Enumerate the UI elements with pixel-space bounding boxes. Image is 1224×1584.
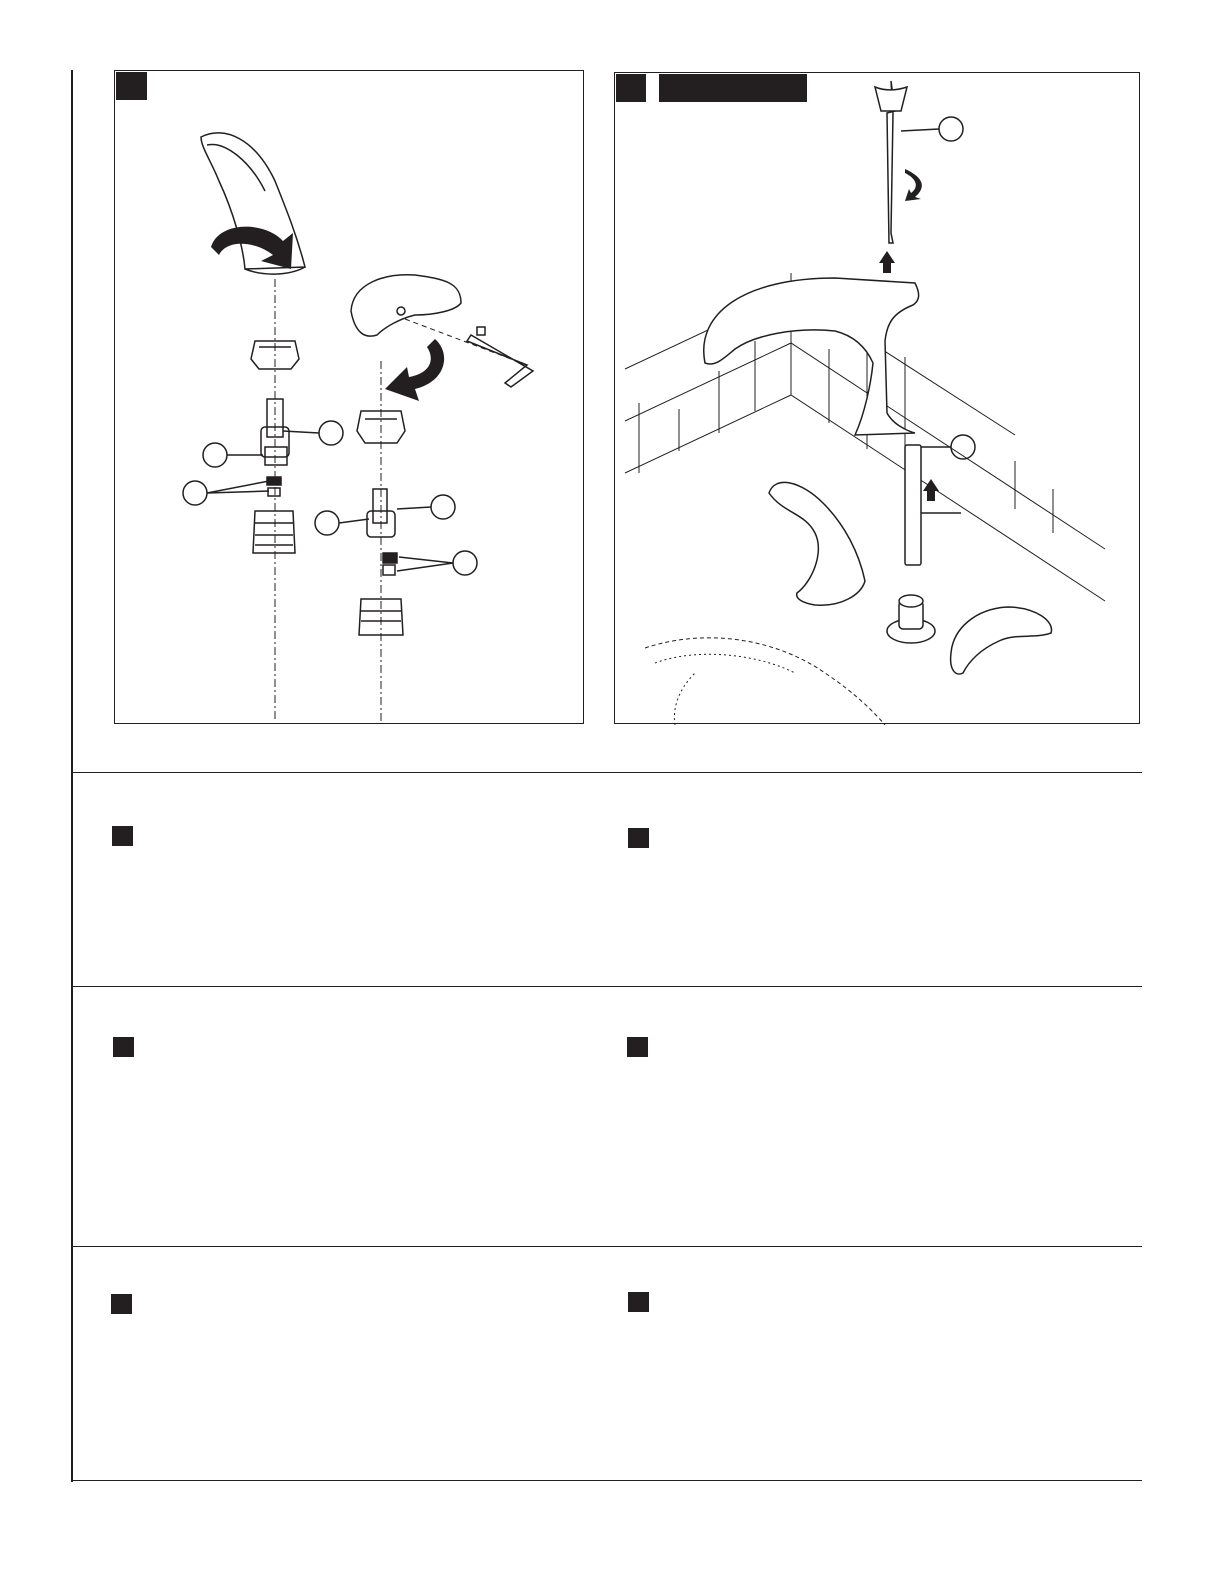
handle-exploded-view: [115, 71, 585, 725]
section-divider-3: [71, 1246, 1142, 1247]
faucet-handle-icon: [769, 482, 865, 605]
illustration-panel-right: [614, 72, 1140, 724]
rotate-arrow-icon: [905, 169, 922, 201]
drain-installation-view: [615, 73, 1141, 725]
step-marker-section-1-left: [112, 826, 133, 846]
faucet-handle-icon: [351, 275, 461, 336]
step-marker-section-1-right: [628, 828, 649, 848]
rotate-arrow-icon: [211, 227, 444, 401]
drain-assembly-icon: [887, 595, 935, 643]
section-divider-2: [71, 986, 1142, 987]
section-divider-1: [71, 772, 1142, 773]
faucet-handle-icon: [951, 607, 1052, 674]
step-marker-section-3-left: [111, 1294, 132, 1314]
page-left-rule: [71, 70, 73, 1482]
illustration-panel-left: [114, 70, 584, 724]
step-marker-section-2-right: [627, 1037, 648, 1057]
section-divider-4: [71, 1480, 1142, 1481]
step-marker-section-3-right: [628, 1292, 649, 1312]
step-marker-section-2-left: [113, 1037, 134, 1057]
